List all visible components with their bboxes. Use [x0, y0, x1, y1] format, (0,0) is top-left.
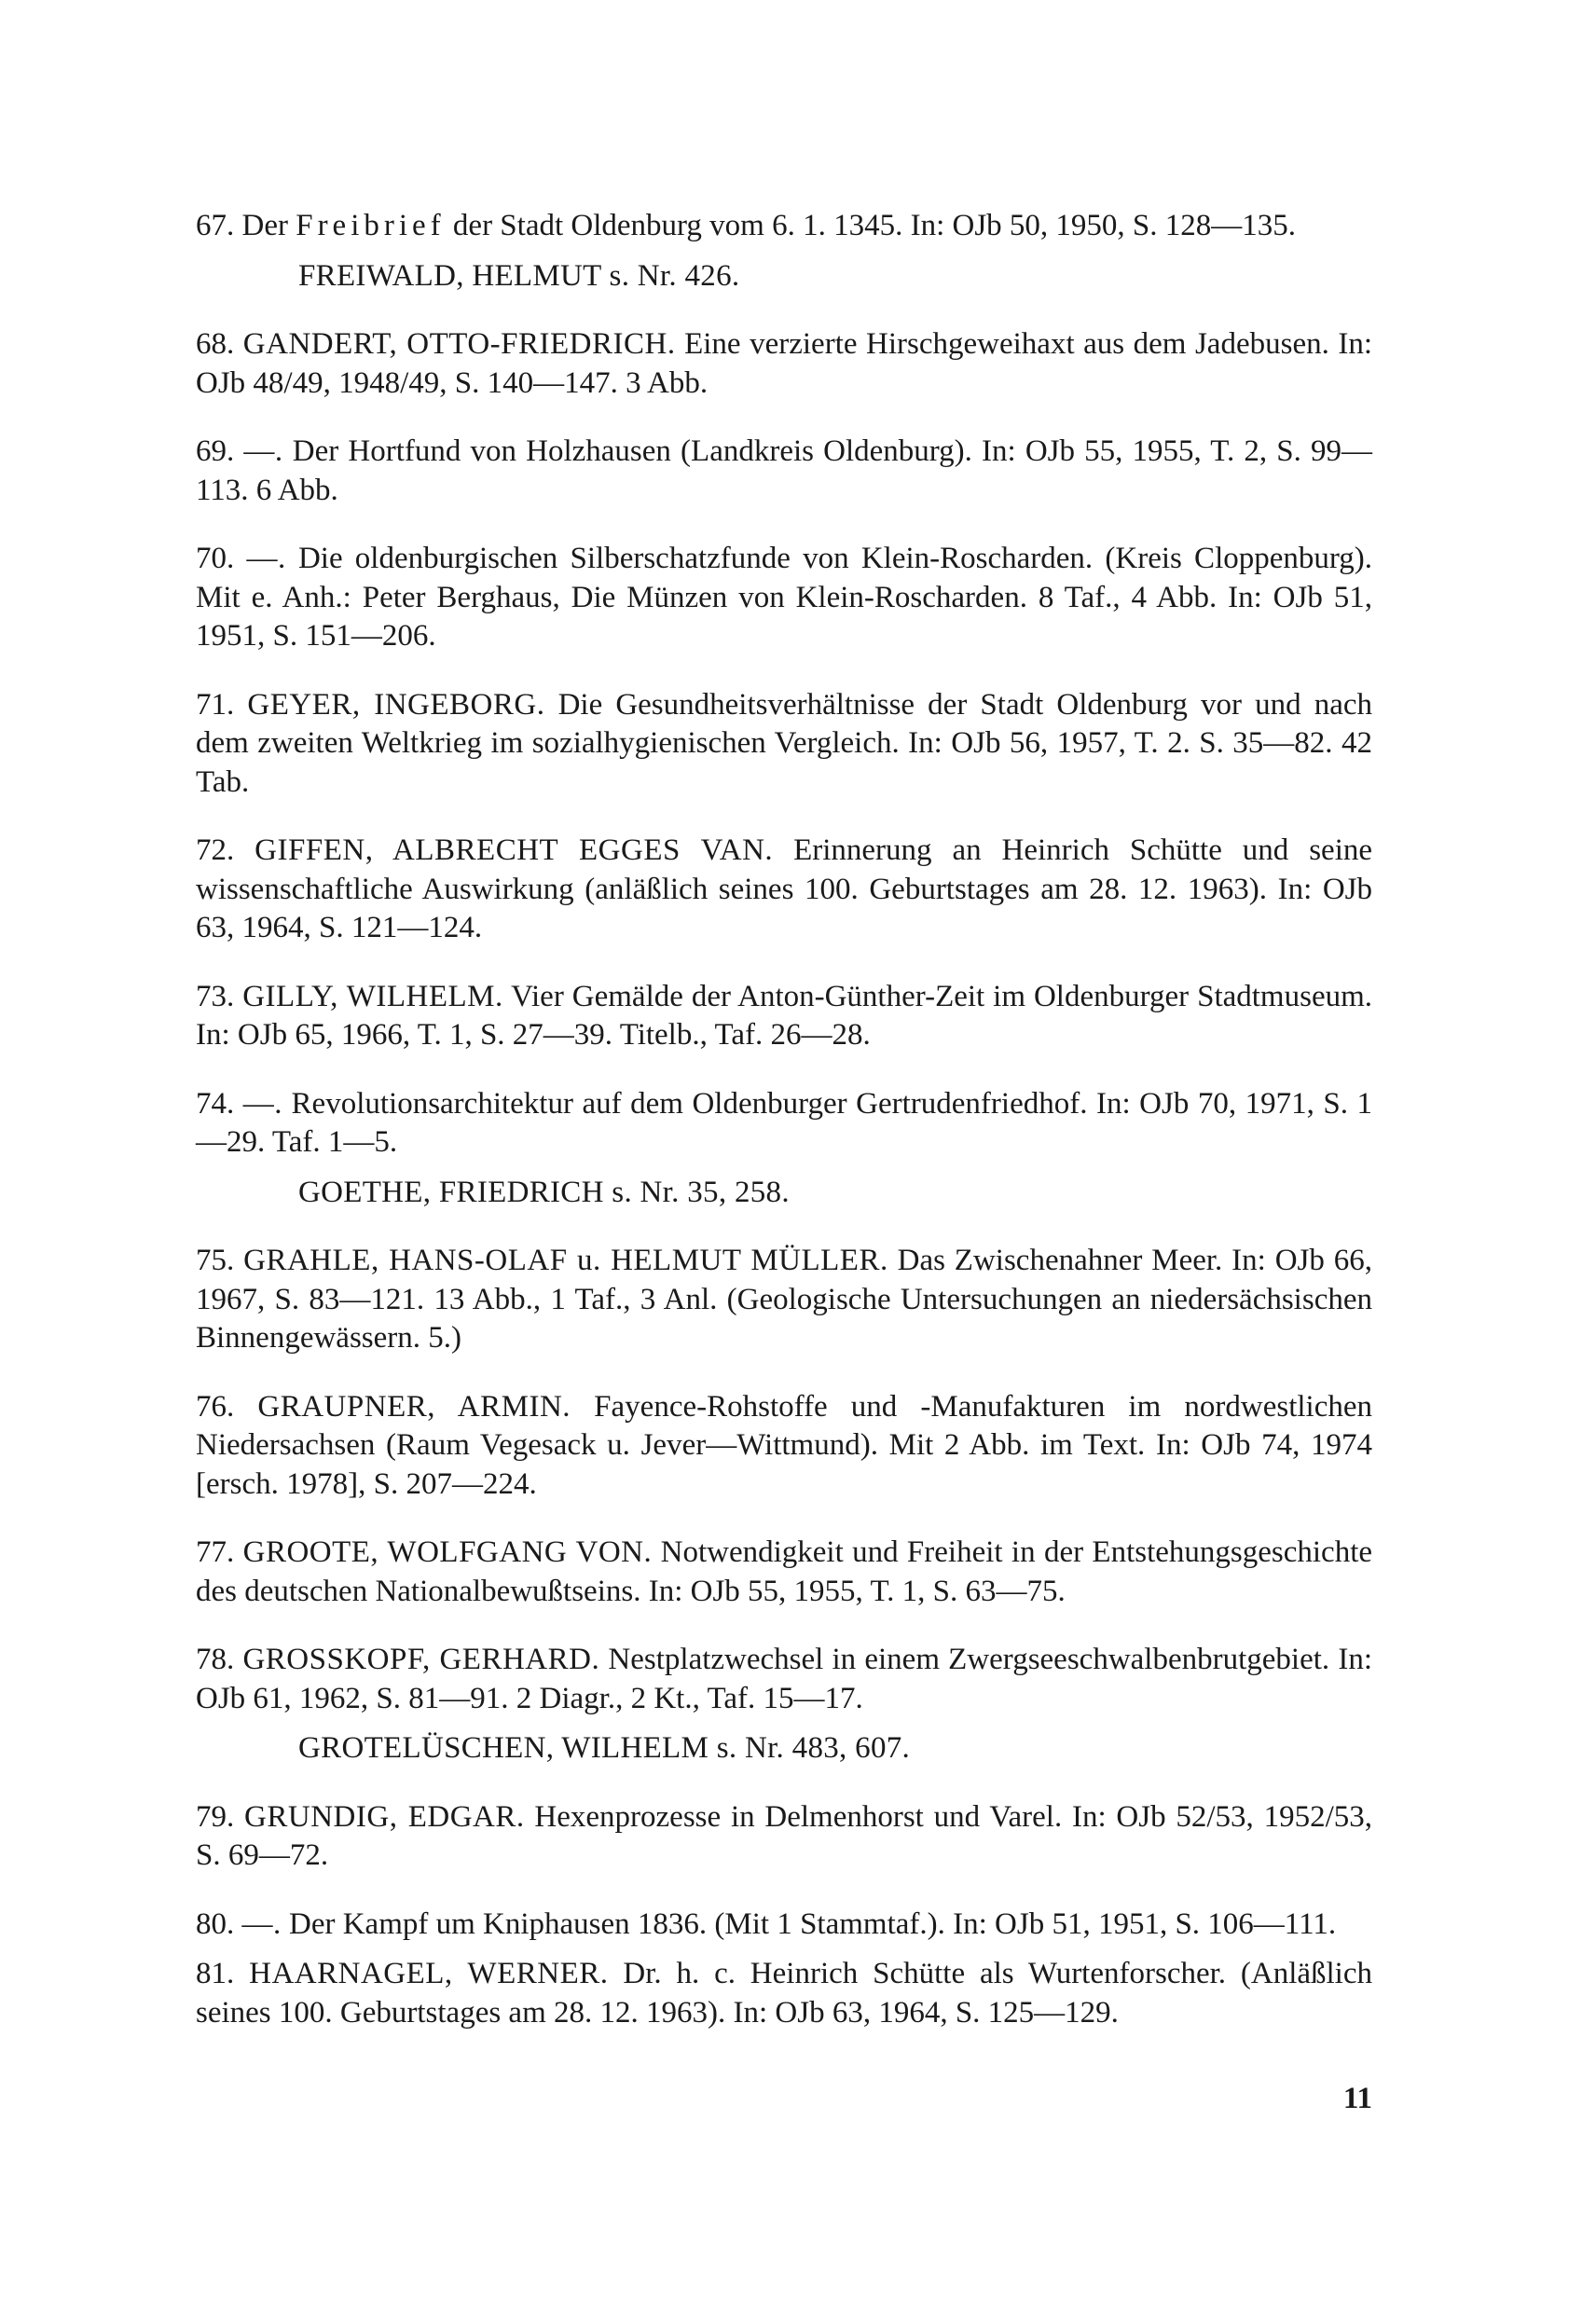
bibliography-page [196, 207, 1372, 2062]
entry-text: Vier Gemälde der Anton-Günther-Zeit im Oldenburger Stadtmuseum. In: OJb 65, 1966, T. 1, S. 27—39. Titelb., Taf. 26—28. [196, 979, 1373, 1052]
entry-81 [196, 1955, 1372, 2032]
entry-text: Die oldenburgischen Silberschatzfunde von Klein-Roscharden. (Kreis Cloppenburg). Mit e. Anh.: Peter Berghaus, Die Münzen von Klein-Roscharden. 8 Taf., 4 Abb. In: OJb 51, 1951, S. 151—206. [196, 542, 1373, 653]
entry-author: —. [246, 542, 286, 575]
entry-author: —. [242, 1086, 283, 1121]
entry-text: Der Kampf um Kniphausen 1836. (Mit 1 Stammtaf.). In: OJb 51, 1951, S. 106—111. [289, 1906, 1337, 1941]
entry-number: 79. [196, 1799, 235, 1834]
entry-75 [196, 1242, 1372, 1358]
entry-author: GRAUPNER, ARMIN. [257, 1389, 571, 1424]
entry-number: 76. [196, 1389, 235, 1424]
entry-text: Hexenprozesse in Delmenhorst und Varel. In: OJb 52/53, 1952/53, S. 69—72. [196, 1799, 1372, 1872]
entry-number: 81. [196, 1957, 235, 1990]
entry-author: —. [241, 1906, 282, 1941]
entry-number: 77. [196, 1535, 235, 1569]
entry-69 [196, 433, 1372, 510]
cross-reference: GROTELÜSCHEN, WILHELM s. Nr. 483, 607. [298, 1731, 911, 1765]
entry-author: GANDERT, OTTO-FRIEDRICH. [242, 327, 676, 361]
entry-number: 67. [196, 209, 235, 242]
entry-author: GIFFEN, ALBRECHT EGGES VAN. [255, 833, 774, 867]
entry-78 [196, 1641, 1372, 1718]
entry-author: HAARNAGEL, WERNER. [249, 1957, 609, 1990]
entry-author: GRUNDIG, EDGAR. [244, 1799, 525, 1834]
entry-number: 71. [196, 687, 235, 722]
entry-text: Revolutionsarchitektur auf dem Oldenburger Gertrudenfriedhof. In: OJb 70, 1971, S. 1—29. Taf. 1—5. [196, 1086, 1372, 1159]
entry-73 [196, 978, 1372, 1055]
entry-author: GROOTE, WOLFGANG VON. [242, 1535, 653, 1569]
entry-text: Fayence-Rohstoffe und -Manufakturen im nordwestlichen Niedersachsen (Raum Vegesack u. Jever—Wittmund). Mit 2 Abb. im Text. In: OJb 74, 1974 [ersch. 1978], S. 207—224. [196, 1389, 1373, 1501]
cross-reference: FREIWALD, HELMUT s. Nr. 426. [298, 258, 740, 293]
entry-text: Nestplatzwechsel in einem Zwergseeschwalbenbrutgebiet. In: OJb 61, 1962, S. 81—91. 2 Diagr., 2 Kt., Taf. 15—17. [196, 1643, 1372, 1715]
entry-number: 72. [196, 833, 235, 867]
entry-76 [196, 1388, 1372, 1505]
entry-70 [196, 540, 1372, 656]
entry-text: Erinnerung an Heinrich Schütte und seine wissenschaftliche Auswirkung (anläßlich seines 100. Geburtstages am 28. 12. 1963). In: OJb 63, 1964, S. 121—124. [196, 833, 1373, 944]
entry-text: Die Gesundheitsverhältnisse der Stadt Oldenburg vor und nach dem zweiten Weltkrieg im sozialhygienischen Vergleich. In: OJb 56, 1957, T. 2. S. 35—82. 42 Tab. [196, 687, 1373, 799]
entry-72 [196, 832, 1372, 948]
entry-74 [196, 1085, 1372, 1163]
entry-text: Dr. h. c. Heinrich Schütte als Wurtenforscher. (Anläßlich seines 100. Geburtstages am 28. 12. 1963). In: OJb 63, 1964, S. 125—129. [196, 1957, 1372, 2030]
entry-number: 78. [196, 1643, 235, 1676]
entry-number: 75. [196, 1244, 235, 1277]
entry-number: 69. [196, 434, 235, 468]
entry-79 [196, 1798, 1372, 1876]
entry-title-pre: Der [241, 209, 288, 242]
entry-71 [196, 686, 1372, 803]
entry-68 [196, 325, 1372, 403]
page-number: 11 [1342, 2082, 1372, 2115]
entry-text: Das Zwischenahner Meer. In: OJb 66, 1967, S. 83—121. 13 Abb., 1 Taf., 3 Anl. (Geologische Untersuchungen an niedersächsischen Binnengewässern. 5.) [196, 1244, 1372, 1355]
entry-text: Notwendigkeit und Freiheit in der Entstehungsgeschichte des deutschen Nationalbewußtseins. In: OJb 55, 1955, T. 1, S. 63—75. [196, 1535, 1373, 1608]
entry-80 [196, 1906, 1372, 1945]
cross-reference: GOETHE, FRIEDRICH s. Nr. 35, 258. [298, 1175, 790, 1209]
entry-text: der Stadt Oldenburg vom 6. 1. 1345. In: OJb 50, 1950, S. 128—135. [452, 209, 1297, 242]
entry-author: GRAHLE, HANS-OLAF u. HELMUT MÜLLER. [243, 1244, 888, 1277]
entry-number: 74. [196, 1086, 235, 1121]
entry-number: 68. [196, 327, 235, 361]
entry-text: Eine verzierte Hirschgeweihaxt aus dem Jadebusen. In: OJb 48/49, 1948/49, S. 140—147. 3 Abb. [196, 327, 1373, 400]
entry-title-spaced: Freibrief [296, 209, 446, 242]
entry-text: Der Hortfund von Holzhausen (Landkreis Oldenburg). In: OJb 55, 1955, T. 2, S. 99—113. 6 Abb. [196, 434, 1373, 507]
entry-author: —. [243, 434, 283, 468]
entry-author: GILLY, WILHELM. [242, 979, 503, 1013]
entry-number: 80. [196, 1906, 235, 1941]
entry-67 [196, 207, 1372, 246]
entry-author: GEYER, INGEBORG. [247, 687, 545, 722]
entry-number: 73. [196, 979, 235, 1013]
entry-77 [196, 1534, 1372, 1611]
entry-number: 70. [196, 542, 235, 575]
entry-author: GROSSKOPF, GERHARD. [242, 1643, 600, 1676]
